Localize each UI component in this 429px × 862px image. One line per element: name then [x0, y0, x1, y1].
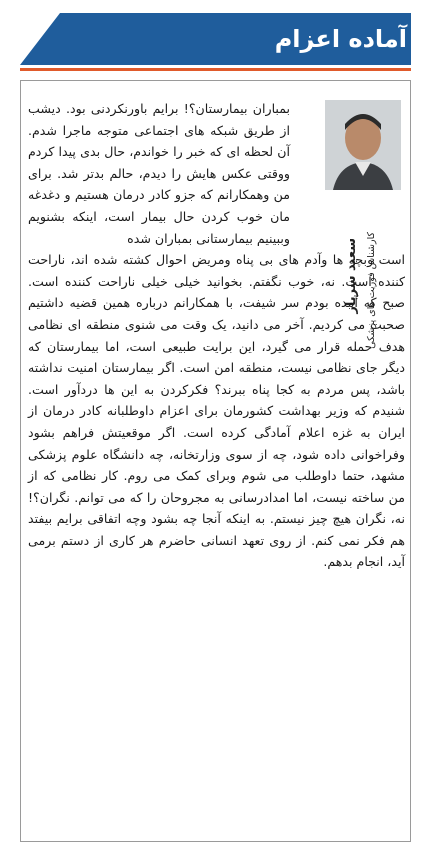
header-corner [20, 13, 60, 65]
author-role: کارشناس فوریت های پزشکی [366, 232, 377, 349]
article-body [28, 98, 405, 573]
section-title: آماده اعزام [274, 25, 407, 53]
header-underline [20, 68, 411, 71]
article-text: است وبچه ها وآدم های بی پناه ومریض احوال کشته شده اند، ناراحت کننده است. نه، خوب نگفتم. بخوانید خیلی خیلی ناراحت کننده است. صبح که آمده بودم سر شیفت، با همکارانم درباره همین قضیه داشتیم صحبت می کردیم. آخر می دانید، یک وقت می شنوی منطقه ای نظامی هدف حمله قرار می گیرد، این برایت طبیعی است، اما بیمارستان که دیگر جای نظامی نیست، منطقه امن است. اگر بیمارستان امنیت نداشته باشد، پس مردم به کجا پناه ببرند؟ فکرکردن به این ها دردآور است. شنیدم که وزیر بهداشت کشورمان برای اعزام داوطلبانه کادر درمان از ایران به غزه اعلام آمادگی کرده است. اگر موقعیتش فراهم بشود وفراخوانی داده شود، چه از سوی وزارتخانه، چه دانشگاه علوم پزشکی مشهد، حتما داوطلب می شوم وبرای کمک می روم. کار نظامی که از من ساخته نیست، اما امدادرسانی به مجروحان را که می توانم. نگران؟! نه، نگران هیچ چیز نیستم. به اینکه آنجا چه بشود وچه اتفاقی برایم بیفتد هم فکر نمی کنم. از روی تعهد انسانی حاضرم هر کاری از دستم برمی آید، انجام بدهم. [28, 252, 405, 570]
author-name: سعید سرباز [344, 238, 359, 314]
article-intro: بمباران بیمارستان؟! برایم باورنکردنی بود. دیشب از طریق شبکه های اجتماعی متوجه ماجرا شدم. آن لحظه ای که خبر را خواندم، حال بدی پیدا کردم ووقتی عکس هایش را دیدم، حالم بدتر شد. برای من وهمکارانم که جزو کادر درمان هستیم و دغدغه مان خوب کردن حال بیمار است، اینکه بشنویم وببینیم بیمارستانی بمباران شده [28, 101, 290, 246]
section-header [0, 0, 429, 80]
